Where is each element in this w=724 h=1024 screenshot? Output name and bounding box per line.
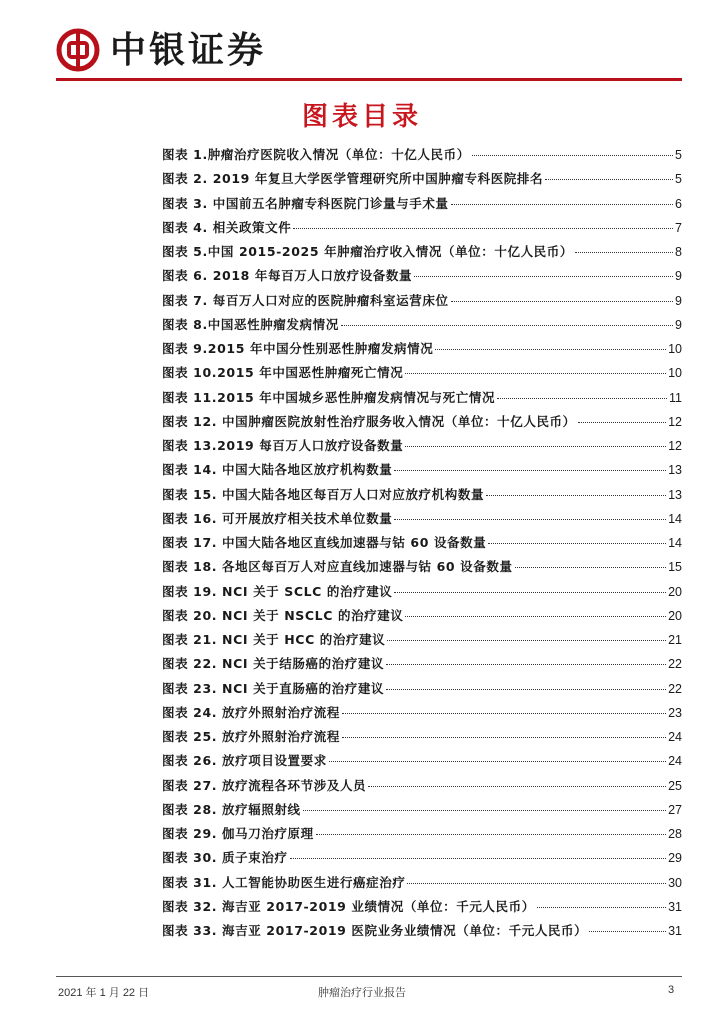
toc-entry[interactable] bbox=[162, 873, 682, 897]
toc-entry-page: 22 bbox=[668, 681, 682, 696]
toc-entry-label: 图表 28. 放疗辐照射线 bbox=[162, 801, 301, 817]
toc-leader-dots bbox=[342, 737, 666, 738]
toc-entry-label: 图表 13.2019 每百万人口放疗设备数量 bbox=[162, 438, 404, 453]
toc-leader-dots bbox=[293, 228, 673, 229]
toc-entry[interactable] bbox=[162, 824, 682, 848]
toc-entry-page: 28 bbox=[668, 827, 682, 841]
toc-leader-dots bbox=[316, 834, 666, 835]
toc-entry-page: 13 bbox=[668, 463, 682, 478]
toc-leader-dots bbox=[405, 446, 666, 447]
toc-entry-label: 图表 32. 海吉亚 2017-2019 业绩情况（单位：千元人民币） bbox=[162, 898, 535, 914]
toc-entry[interactable] bbox=[162, 509, 682, 533]
toc-entry-label: 图表 26. 放疗项目设置要求 bbox=[162, 753, 327, 769]
toc-leader-dots bbox=[589, 931, 666, 932]
toc-entry[interactable] bbox=[162, 582, 682, 606]
toc-entry[interactable] bbox=[162, 630, 682, 654]
toc-leader-dots bbox=[386, 664, 666, 665]
toc-entry[interactable] bbox=[162, 436, 682, 460]
toc-leader-dots bbox=[342, 713, 666, 714]
toc-leader-dots bbox=[578, 422, 666, 423]
toc-entry-page: 22 bbox=[668, 657, 682, 672]
toc-entry[interactable] bbox=[162, 363, 682, 387]
toc-entry[interactable] bbox=[162, 291, 682, 315]
toc-entry-page: 12 bbox=[668, 414, 682, 429]
toc-entry[interactable] bbox=[162, 921, 682, 945]
toc-entry-label: 图表 16. 可开展放疗相关技术单位数量 bbox=[162, 510, 393, 526]
toc-entry-page: 7 bbox=[675, 220, 682, 235]
brand-name: 中银证券 bbox=[110, 29, 267, 71]
toc-entry-page: 13 bbox=[668, 487, 682, 502]
toc-entry-page: 14 bbox=[668, 536, 682, 550]
toc-leader-dots bbox=[451, 301, 673, 302]
toc-entry-page: 24 bbox=[668, 754, 682, 769]
toc-entry-label: 图表 25. 放疗外照射治疗流程 bbox=[162, 729, 340, 744]
toc-entry-label: 图表 22. NCI 关于结肠癌的治疗建议 bbox=[162, 656, 385, 672]
toc-leader-dots bbox=[515, 567, 667, 568]
toc-entry-page: 20 bbox=[668, 608, 682, 623]
toc-entry-page: 11 bbox=[669, 390, 682, 405]
toc-entry-page: 31 bbox=[668, 899, 682, 914]
toc-entry-label: 图表 1.肿瘤治疗医院收入情况（单位：十亿人民币） bbox=[162, 147, 470, 162]
toc-entry[interactable] bbox=[162, 460, 682, 484]
toc-entry-label: 图表 6. 2018 年每百万人口放疗设备数量 bbox=[162, 268, 413, 284]
toc-leader-dots bbox=[472, 155, 673, 156]
toc-entry-label: 图表 20. NCI 关于 NSCLC 的治疗建议 bbox=[162, 607, 404, 623]
toc-entry[interactable] bbox=[162, 145, 682, 169]
toc-entry-page: 15 bbox=[668, 560, 682, 575]
toc-entry[interactable] bbox=[162, 218, 682, 242]
toc-entry-label: 图表 19. NCI 关于 SCLC 的治疗建议 bbox=[162, 583, 393, 599]
toc-entry[interactable] bbox=[162, 727, 682, 751]
toc-entry-page: 21 bbox=[668, 633, 682, 647]
toc-entry-label: 图表 3. 中国前五名肿瘤专科医院门诊量与手术量 bbox=[162, 195, 449, 211]
toc-entry-page: 29 bbox=[668, 851, 682, 866]
page-header bbox=[56, 26, 682, 78]
toc-entry-page: 24 bbox=[668, 730, 682, 744]
toc-entry[interactable] bbox=[162, 169, 682, 193]
toc-leader-dots bbox=[394, 519, 666, 520]
toc-entry[interactable] bbox=[162, 606, 682, 630]
toc-leader-dots bbox=[537, 907, 666, 908]
toc-leader-dots bbox=[290, 858, 667, 859]
toc-leader-dots bbox=[414, 276, 673, 277]
toc-list bbox=[162, 145, 682, 945]
footer-report-title: 肿瘤治疗行业报告 bbox=[318, 986, 406, 999]
toc-entry[interactable] bbox=[162, 557, 682, 581]
toc-entry-label: 图表 11.2015 年中国城乡恶性肿瘤发病情况与死亡情况 bbox=[162, 389, 496, 405]
toc-entry-label: 图表 8.中国恶性肿瘤发病情况 bbox=[162, 316, 339, 332]
toc-leader-dots bbox=[368, 786, 666, 787]
toc-entry-page: 6 bbox=[675, 196, 682, 211]
toc-entry[interactable] bbox=[162, 533, 682, 557]
toc-entry-page: 8 bbox=[675, 245, 682, 259]
toc-entry-page: 31 bbox=[668, 924, 682, 938]
toc-entry-label: 图表 24. 放疗外照射治疗流程 bbox=[162, 704, 340, 720]
toc-leader-dots bbox=[575, 252, 673, 253]
toc-entry[interactable] bbox=[162, 412, 682, 436]
toc-entry[interactable] bbox=[162, 266, 682, 290]
toc-entry-label: 图表 9.2015 年中国分性别恶性肿瘤发病情况 bbox=[162, 341, 434, 356]
toc-entry-page: 12 bbox=[668, 439, 682, 453]
toc-entry-page: 9 bbox=[675, 317, 682, 332]
toc-entry-label: 图表 15. 中国大陆各地区每百万人口对应放疗机构数量 bbox=[162, 486, 485, 502]
toc-entry-label: 图表 18. 各地区每百万人对应直线加速器与钴 60 设备数量 bbox=[162, 559, 513, 575]
toc-leader-dots bbox=[451, 204, 673, 205]
toc-entry[interactable] bbox=[162, 679, 682, 703]
toc-leader-dots bbox=[545, 179, 673, 180]
footer-date: 2021 年 1 月 22 日 bbox=[58, 987, 150, 999]
toc-leader-dots bbox=[341, 325, 673, 326]
toc-leader-dots bbox=[405, 373, 666, 374]
toc-entry-page: 10 bbox=[668, 366, 682, 381]
toc-leader-dots bbox=[486, 495, 666, 496]
toc-leader-dots bbox=[435, 349, 666, 350]
toc-entry-page: 9 bbox=[675, 293, 682, 308]
footer-page-number: 3 bbox=[668, 984, 675, 996]
toc-entry-label: 图表 17. 中国大陆各地区直线加速器与钴 60 设备数量 bbox=[162, 535, 487, 550]
toc-entry-page: 23 bbox=[668, 705, 682, 720]
toc-entry-page: 10 bbox=[668, 342, 682, 356]
toc-entry[interactable] bbox=[162, 339, 682, 363]
toc-entry[interactable] bbox=[162, 848, 682, 872]
toc-entry[interactable] bbox=[162, 751, 682, 775]
toc-entry[interactable] bbox=[162, 776, 682, 800]
footer-divider bbox=[56, 976, 682, 977]
toc-entry-label: 图表 10.2015 年中国恶性肿瘤死亡情况 bbox=[162, 365, 404, 381]
toc-entry-page: 14 bbox=[668, 511, 682, 526]
toc-leader-dots bbox=[329, 761, 666, 762]
toc-entry[interactable] bbox=[162, 315, 682, 339]
toc-entry-page: 30 bbox=[668, 875, 682, 890]
toc-entry-label: 图表 4. 相关政策文件 bbox=[162, 219, 292, 235]
toc-entry[interactable] bbox=[162, 897, 682, 921]
toc-entry[interactable] bbox=[162, 242, 682, 266]
toc-entry-page: 5 bbox=[675, 148, 682, 162]
toc-entry[interactable] bbox=[162, 800, 682, 824]
toc-entry[interactable] bbox=[162, 485, 682, 509]
toc-entry-label: 图表 7. 每百万人口对应的医院肿瘤科室运营床位 bbox=[162, 292, 449, 308]
toc-entry-label: 图表 27. 放疗流程各环节涉及人员 bbox=[162, 777, 367, 793]
toc-title: 图表目录 bbox=[301, 102, 422, 132]
toc-leader-dots bbox=[394, 470, 666, 471]
toc-entry-label: 图表 2. 2019 年复旦大学医学管理研究所中国肿瘤专科医院排名 bbox=[162, 171, 544, 187]
toc-entry-label: 图表 23. NCI 关于直肠癌的治疗建议 bbox=[162, 680, 385, 696]
toc-leader-dots bbox=[303, 810, 666, 811]
toc-leader-dots bbox=[386, 689, 666, 690]
toc-entry-page: 27 bbox=[668, 802, 682, 817]
toc-entry-label: 图表 31. 人工智能协助医生进行癌症治疗 bbox=[162, 874, 406, 890]
toc-entry[interactable] bbox=[162, 703, 682, 727]
toc-leader-dots bbox=[407, 883, 666, 884]
toc-entry-page: 5 bbox=[675, 172, 682, 187]
toc-leader-dots bbox=[497, 398, 667, 399]
toc-leader-dots bbox=[394, 592, 666, 593]
toc-entry[interactable] bbox=[162, 194, 682, 218]
toc-entry-label: 图表 21. NCI 关于 HCC 的治疗建议 bbox=[162, 632, 386, 647]
bank-of-china-logo-icon bbox=[56, 28, 100, 72]
toc-entry-label: 图表 30. 质子束治疗 bbox=[162, 850, 288, 866]
toc-entry-page: 25 bbox=[668, 778, 682, 793]
toc-leader-dots bbox=[387, 640, 666, 641]
header-divider bbox=[56, 78, 682, 81]
toc-entry-page: 9 bbox=[675, 269, 682, 284]
toc-leader-dots bbox=[488, 543, 666, 544]
toc-entry[interactable] bbox=[162, 654, 682, 678]
toc-entry-page: 20 bbox=[668, 584, 682, 599]
toc-entry-label: 图表 14. 中国大陆各地区放疗机构数量 bbox=[162, 462, 393, 478]
toc-entry[interactable] bbox=[162, 388, 682, 412]
toc-entry-label: 图表 33. 海吉亚 2017-2019 医院业务业绩情况（单位：千元人民币） bbox=[162, 923, 588, 938]
toc-entry-label: 图表 29. 伽马刀治疗原理 bbox=[162, 826, 314, 841]
toc-entry-label: 图表 12. 中国肿瘤医院放射性治疗服务收入情况（单位：十亿人民币） bbox=[162, 413, 576, 429]
toc-leader-dots bbox=[405, 616, 666, 617]
toc-entry-label: 图表 5.中国 2015-2025 年肿瘤治疗收入情况（单位：十亿人民币） bbox=[162, 244, 573, 259]
